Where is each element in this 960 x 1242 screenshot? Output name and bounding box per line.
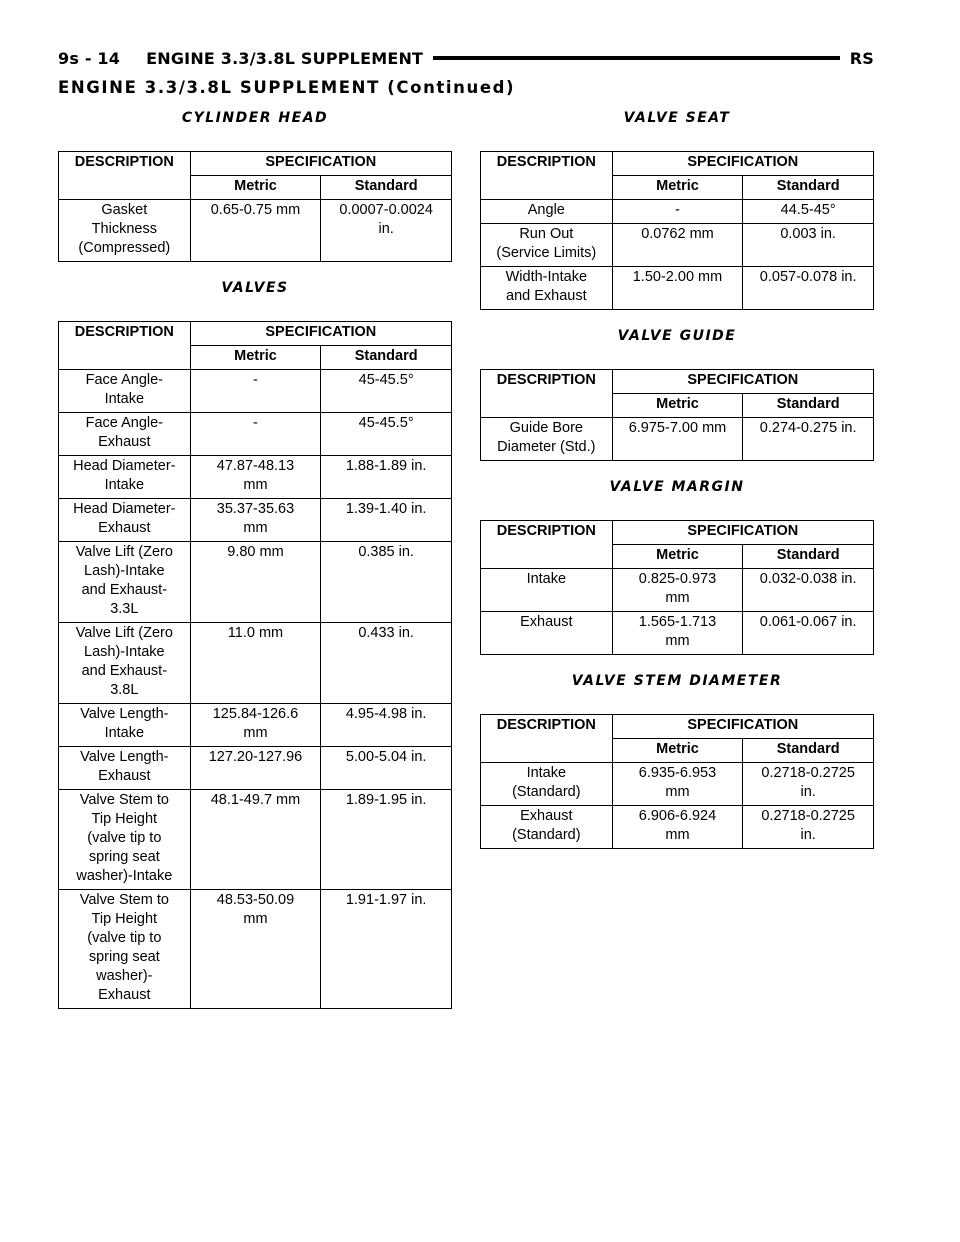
valve-margin-title: VALVE MARGIN xyxy=(609,479,745,495)
description-cell: Valve Stem to Tip Height (valve tip to spring seat washer)-Intake xyxy=(59,790,191,890)
standard-cell: 45-45.5° xyxy=(321,413,452,456)
metric-cell: - xyxy=(190,370,321,413)
subheader-row xyxy=(481,739,874,763)
metric-cell: 6.935-6.953 mm xyxy=(612,763,743,806)
description-header: DESCRIPTION xyxy=(59,152,191,176)
subheader-row xyxy=(59,176,452,200)
metric-cell: 0.825-0.973 mm xyxy=(612,569,743,612)
standard-cell: 45-45.5° xyxy=(321,370,452,413)
header-rule xyxy=(433,56,840,60)
table-row xyxy=(59,370,452,413)
standard-cell: 0.274-0.275 in. xyxy=(743,418,874,461)
metric-cell: 11.0 mm xyxy=(190,623,321,704)
table-row xyxy=(59,542,452,623)
description-cell: Valve Lift (Zero Lash)-Intake and Exhaust- 3.8L xyxy=(59,623,191,704)
table-row xyxy=(59,747,452,790)
metric-cell: 47.87-48.13 mm xyxy=(190,456,321,499)
description-cell: Intake (Standard) xyxy=(481,763,613,806)
metric-cell: 125.84-126.6 mm xyxy=(190,704,321,747)
description-cell: Exhaust (Standard) xyxy=(481,806,613,849)
table-row xyxy=(59,413,452,456)
metric-cell: 6.906-6.924 mm xyxy=(612,806,743,849)
valves-title: VALVES xyxy=(221,280,289,296)
description-cell: Angle xyxy=(481,200,613,224)
description-header-continued xyxy=(481,739,613,763)
table-row xyxy=(59,200,452,262)
standard-header: Standard xyxy=(321,346,452,370)
header-row xyxy=(481,715,874,739)
cylinder-head-title: CYLINDER HEAD xyxy=(181,110,329,126)
table-row xyxy=(59,890,452,1009)
metric-cell: 1.50-2.00 mm xyxy=(612,267,743,310)
standard-cell: 5.00-5.04 in. xyxy=(321,747,452,790)
table-row xyxy=(481,418,874,461)
cylinder-head-table xyxy=(58,151,452,262)
standard-cell: 1.88-1.89 in. xyxy=(321,456,452,499)
description-cell: Head Diameter- Intake xyxy=(59,456,191,499)
metric-cell: - xyxy=(612,200,743,224)
standard-header: Standard xyxy=(743,394,874,418)
table-row xyxy=(481,200,874,224)
metric-header: Metric xyxy=(612,545,743,569)
table-row xyxy=(59,456,452,499)
specification-header: SPECIFICATION xyxy=(190,322,451,346)
description-cell: Exhaust xyxy=(481,612,613,655)
metric-cell: 6.975-7.00 mm xyxy=(612,418,743,461)
description-header-continued xyxy=(481,394,613,418)
standard-cell: 1.91-1.97 in. xyxy=(321,890,452,1009)
description-cell: Valve Stem to Tip Height (valve tip to spring seat washer)- Exhaust xyxy=(59,890,191,1009)
specification-header: SPECIFICATION xyxy=(612,521,873,545)
header-title: ENGINE 3.3/3.8L SUPPLEMENT xyxy=(146,48,424,68)
page-header xyxy=(58,46,874,70)
valve-guide-title: VALVE GUIDE xyxy=(617,328,737,344)
metric-header: Metric xyxy=(612,739,743,763)
header-row xyxy=(481,370,874,394)
metric-header: Metric xyxy=(190,346,321,370)
valve-stem-diameter-title: VALVE STEM DIAMETER xyxy=(571,673,783,689)
standard-cell: 0.061-0.067 in. xyxy=(743,612,874,655)
description-cell: Guide Bore Diameter (Std.) xyxy=(481,418,613,461)
standard-header: Standard xyxy=(743,176,874,200)
standard-header: Standard xyxy=(743,739,874,763)
metric-cell: 48.53-50.09 mm xyxy=(190,890,321,1009)
table-row xyxy=(481,267,874,310)
description-cell: Face Angle- Intake xyxy=(59,370,191,413)
description-cell: Width-Intake and Exhaust xyxy=(481,267,613,310)
standard-cell: 0.433 in. xyxy=(321,623,452,704)
valve-margin-table xyxy=(480,520,874,655)
table-row xyxy=(59,704,452,747)
specification-header: SPECIFICATION xyxy=(612,152,873,176)
subheader-row xyxy=(59,346,452,370)
description-cell: Gasket Thickness (Compressed) xyxy=(59,200,191,262)
description-header: DESCRIPTION xyxy=(481,152,613,176)
description-cell: Valve Length- Intake xyxy=(59,704,191,747)
metric-cell: 35.37-35.63 mm xyxy=(190,499,321,542)
metric-header: Metric xyxy=(612,176,743,200)
standard-cell: 0.057-0.078 in. xyxy=(743,267,874,310)
specification-header: SPECIFICATION xyxy=(612,715,873,739)
description-header-continued xyxy=(59,346,191,370)
header-code: RS xyxy=(849,48,874,68)
standard-cell: 0.0007-0.0024 in. xyxy=(321,200,452,262)
header-row xyxy=(481,521,874,545)
valve-guide-table xyxy=(480,369,874,461)
standard-cell: 1.39-1.40 in. xyxy=(321,499,452,542)
standard-header: Standard xyxy=(321,176,452,200)
metric-cell: 1.565-1.713 mm xyxy=(612,612,743,655)
description-header-continued xyxy=(481,176,613,200)
table-row xyxy=(59,790,452,890)
metric-cell: 0.0762 mm xyxy=(612,224,743,267)
description-header-continued xyxy=(481,545,613,569)
section-title: ENGINE 3.3/3.8L SUPPLEMENT (Continued) xyxy=(58,78,516,97)
description-header: DESCRIPTION xyxy=(481,715,613,739)
subheader-row xyxy=(481,394,874,418)
description-cell: Run Out (Service Limits) xyxy=(481,224,613,267)
table-row xyxy=(481,224,874,267)
description-header: DESCRIPTION xyxy=(59,322,191,346)
standard-cell: 4.95-4.98 in. xyxy=(321,704,452,747)
description-cell: Head Diameter- Exhaust xyxy=(59,499,191,542)
valves-table xyxy=(58,321,452,1009)
header-row xyxy=(59,152,452,176)
valve-seat-title: VALVE SEAT xyxy=(623,110,731,126)
standard-cell: 0.003 in. xyxy=(743,224,874,267)
description-cell: Intake xyxy=(481,569,613,612)
metric-cell: 0.65-0.75 mm xyxy=(190,200,321,262)
header-row xyxy=(481,152,874,176)
description-header-continued xyxy=(59,176,191,200)
metric-cell: - xyxy=(190,413,321,456)
table-row xyxy=(59,499,452,542)
table-row xyxy=(481,612,874,655)
page-number: 9s - 14 xyxy=(58,48,121,68)
standard-cell: 0.032-0.038 in. xyxy=(743,569,874,612)
valve-stem-diameter-table xyxy=(480,714,874,849)
subheader-row xyxy=(481,545,874,569)
standard-cell: 0.2718-0.2725 in. xyxy=(743,806,874,849)
table-row xyxy=(481,806,874,849)
metric-header: Metric xyxy=(612,394,743,418)
standard-cell: 0.2718-0.2725 in. xyxy=(743,763,874,806)
description-cell: Valve Lift (Zero Lash)-Intake and Exhaust- 3.3L xyxy=(59,542,191,623)
metric-cell: 127.20-127.96 xyxy=(190,747,321,790)
description-cell: Valve Length- Exhaust xyxy=(59,747,191,790)
table-row xyxy=(481,569,874,612)
specification-header: SPECIFICATION xyxy=(612,370,873,394)
table-row xyxy=(481,763,874,806)
table-row xyxy=(59,623,452,704)
description-header: DESCRIPTION xyxy=(481,370,613,394)
subheader-row xyxy=(481,176,874,200)
header-row xyxy=(59,322,452,346)
valve-seat-table xyxy=(480,151,874,310)
standard-cell: 0.385 in. xyxy=(321,542,452,623)
description-header: DESCRIPTION xyxy=(481,521,613,545)
specification-header: SPECIFICATION xyxy=(190,152,451,176)
metric-header: Metric xyxy=(190,176,321,200)
standard-cell: 1.89-1.95 in. xyxy=(321,790,452,890)
metric-cell: 48.1-49.7 mm xyxy=(190,790,321,890)
metric-cell: 9.80 mm xyxy=(190,542,321,623)
standard-header: Standard xyxy=(743,545,874,569)
description-cell: Face Angle- Exhaust xyxy=(59,413,191,456)
standard-cell: 44.5-45° xyxy=(743,200,874,224)
